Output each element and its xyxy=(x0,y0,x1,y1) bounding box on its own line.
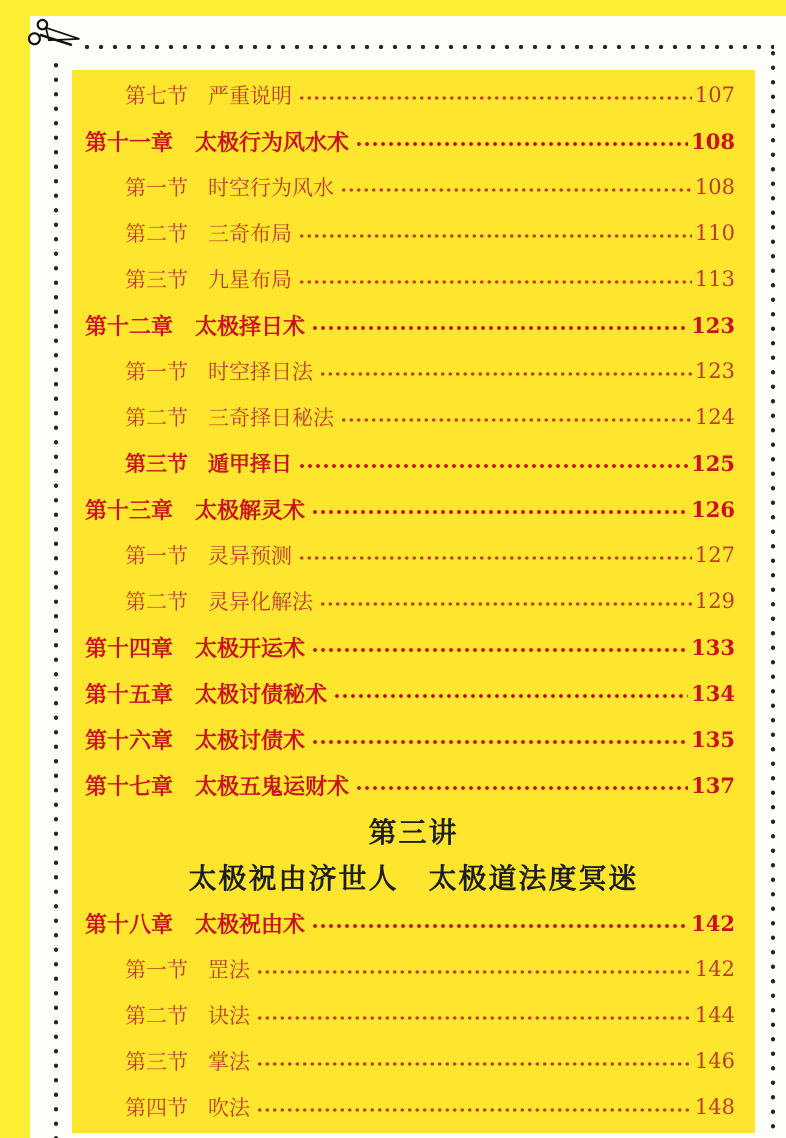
dot-leader xyxy=(298,95,692,101)
entry-label: 第一节 xyxy=(125,958,188,982)
entry-page: 142 xyxy=(694,957,735,981)
cut-border-top xyxy=(80,44,774,50)
entry-label: 第十二章 xyxy=(85,314,174,340)
dot-leader xyxy=(311,739,688,745)
left-yellow-band xyxy=(0,0,30,1138)
entry-label: 第七节 xyxy=(125,84,188,108)
entry-label: 第十四章 xyxy=(85,636,174,662)
dot-leader xyxy=(298,279,692,285)
dot-leader xyxy=(256,1061,692,1067)
toc-entry xyxy=(72,302,755,348)
entry-page: 133 xyxy=(691,634,735,660)
entry-title: 掌法 xyxy=(208,1050,250,1074)
entry-page: 126 xyxy=(691,496,735,522)
entry-page: 125 xyxy=(691,450,735,476)
entry-label: 第三节 xyxy=(125,1050,188,1074)
dot-leader xyxy=(311,325,688,331)
dot-leader xyxy=(256,1015,692,1021)
entry-label: 第二节 xyxy=(125,406,188,430)
entry-page: 135 xyxy=(691,726,735,752)
entry-title: 太极择日术 xyxy=(195,314,306,340)
entry-title: 严重说明 xyxy=(208,84,292,108)
dot-leader xyxy=(333,693,688,699)
cut-border-left xyxy=(53,58,59,1138)
entry-label: 第二节 xyxy=(125,590,188,614)
dot-leader xyxy=(340,187,692,193)
entry-page: 113 xyxy=(694,267,735,291)
dot-leader xyxy=(340,417,692,423)
entry-title: 太极解灵术 xyxy=(195,498,306,524)
entry-title: 太极开运术 xyxy=(195,636,306,662)
toc-entry xyxy=(72,762,755,808)
toc-entry xyxy=(72,72,755,118)
entry-title: 太极行为风水术 xyxy=(195,130,350,156)
toc-entry xyxy=(72,946,755,992)
entry-title: 灵异化解法 xyxy=(208,590,313,614)
toc-entry xyxy=(72,118,755,164)
entry-label: 第二节 xyxy=(125,1004,188,1028)
toc-entry xyxy=(72,992,755,1038)
entry-page: 142 xyxy=(691,910,735,936)
entry-label: 第十八章 xyxy=(85,912,174,938)
entry-page: 108 xyxy=(691,128,735,154)
entry-title: 三奇布局 xyxy=(208,222,292,246)
toc-entry xyxy=(72,900,755,946)
entry-page: 107 xyxy=(694,83,735,107)
entry-page: 146 xyxy=(694,1049,735,1073)
entry-page: 137 xyxy=(691,772,735,798)
toc-entry xyxy=(72,716,755,762)
toc-entry xyxy=(72,486,755,532)
entry-page: 134 xyxy=(691,680,735,706)
entry-label: 第二节 xyxy=(125,222,188,246)
entry-label: 第一节 xyxy=(125,360,188,384)
entry-label: 第四节 xyxy=(125,1096,188,1120)
dot-leader xyxy=(355,785,688,791)
entry-page: 129 xyxy=(694,589,735,613)
toc-entry xyxy=(72,348,755,394)
toc-entry xyxy=(72,624,755,670)
toc-entry xyxy=(72,256,755,302)
entry-page: 127 xyxy=(694,543,735,567)
toc-entry xyxy=(72,164,755,210)
entry-title: 太极五鬼运财术 xyxy=(195,774,350,800)
toc-entry xyxy=(72,1084,755,1130)
part-heading-text: 第三讲 xyxy=(368,816,459,849)
toc-entry xyxy=(72,440,755,486)
entry-page: 148 xyxy=(694,1095,735,1119)
toc-entry xyxy=(72,210,755,256)
entry-page: 144 xyxy=(694,1003,735,1027)
dot-leader xyxy=(256,969,692,975)
entry-page: 110 xyxy=(694,221,735,245)
entry-label: 第十六章 xyxy=(85,728,174,754)
part-heading xyxy=(72,808,755,854)
cut-border-right xyxy=(770,46,776,1138)
entry-title: 遁甲择日 xyxy=(208,452,292,476)
scissors-icon xyxy=(25,15,85,54)
toc-panel xyxy=(72,70,755,1133)
entry-title: 太极祝由术 xyxy=(195,912,306,938)
entry-title: 灵异预测 xyxy=(208,544,292,568)
entry-page: 123 xyxy=(694,359,735,383)
dot-leader xyxy=(298,463,688,469)
toc-entry xyxy=(72,1038,755,1084)
part-subtitle-text: 太极祝由济世人 太极道法度冥迷 xyxy=(188,862,639,895)
entry-page: 108 xyxy=(694,175,735,199)
dot-leader xyxy=(311,509,688,515)
toc-entry xyxy=(72,670,755,716)
entry-label: 第一节 xyxy=(125,544,188,568)
toc-entry xyxy=(72,532,755,578)
entry-title: 诀法 xyxy=(208,1004,250,1028)
entry-title: 太极讨债秘术 xyxy=(195,682,328,708)
entry-page: 123 xyxy=(691,312,735,338)
entry-title: 吹法 xyxy=(208,1096,250,1120)
part-subtitle xyxy=(72,854,755,900)
dot-leader xyxy=(311,647,688,653)
toc-entry xyxy=(72,578,755,624)
dot-leader xyxy=(298,233,692,239)
dot-leader xyxy=(319,371,692,377)
entry-label: 第十三章 xyxy=(85,498,174,524)
entry-label: 第十五章 xyxy=(85,682,174,708)
top-yellow-band xyxy=(0,0,786,16)
entry-label: 第十一章 xyxy=(85,130,174,156)
dot-leader xyxy=(311,923,688,929)
dot-leader xyxy=(256,1107,692,1113)
entry-label: 第三节 xyxy=(125,268,188,292)
entry-label: 第十七章 xyxy=(85,774,174,800)
entry-title: 九星布局 xyxy=(208,268,292,292)
dot-leader xyxy=(355,141,688,147)
entry-title: 三奇择日秘法 xyxy=(208,406,334,430)
entry-page: 124 xyxy=(694,405,735,429)
entry-label: 第一节 xyxy=(125,176,188,200)
entry-label: 第三节 xyxy=(125,452,188,476)
entry-title: 时空行为风水 xyxy=(208,176,334,200)
dot-leader xyxy=(298,555,692,561)
dot-leader xyxy=(319,601,692,607)
entry-title: 时空择日法 xyxy=(208,360,313,384)
toc-entry xyxy=(72,394,755,440)
entry-title: 罡法 xyxy=(208,958,250,982)
entry-title: 太极讨债术 xyxy=(195,728,306,754)
